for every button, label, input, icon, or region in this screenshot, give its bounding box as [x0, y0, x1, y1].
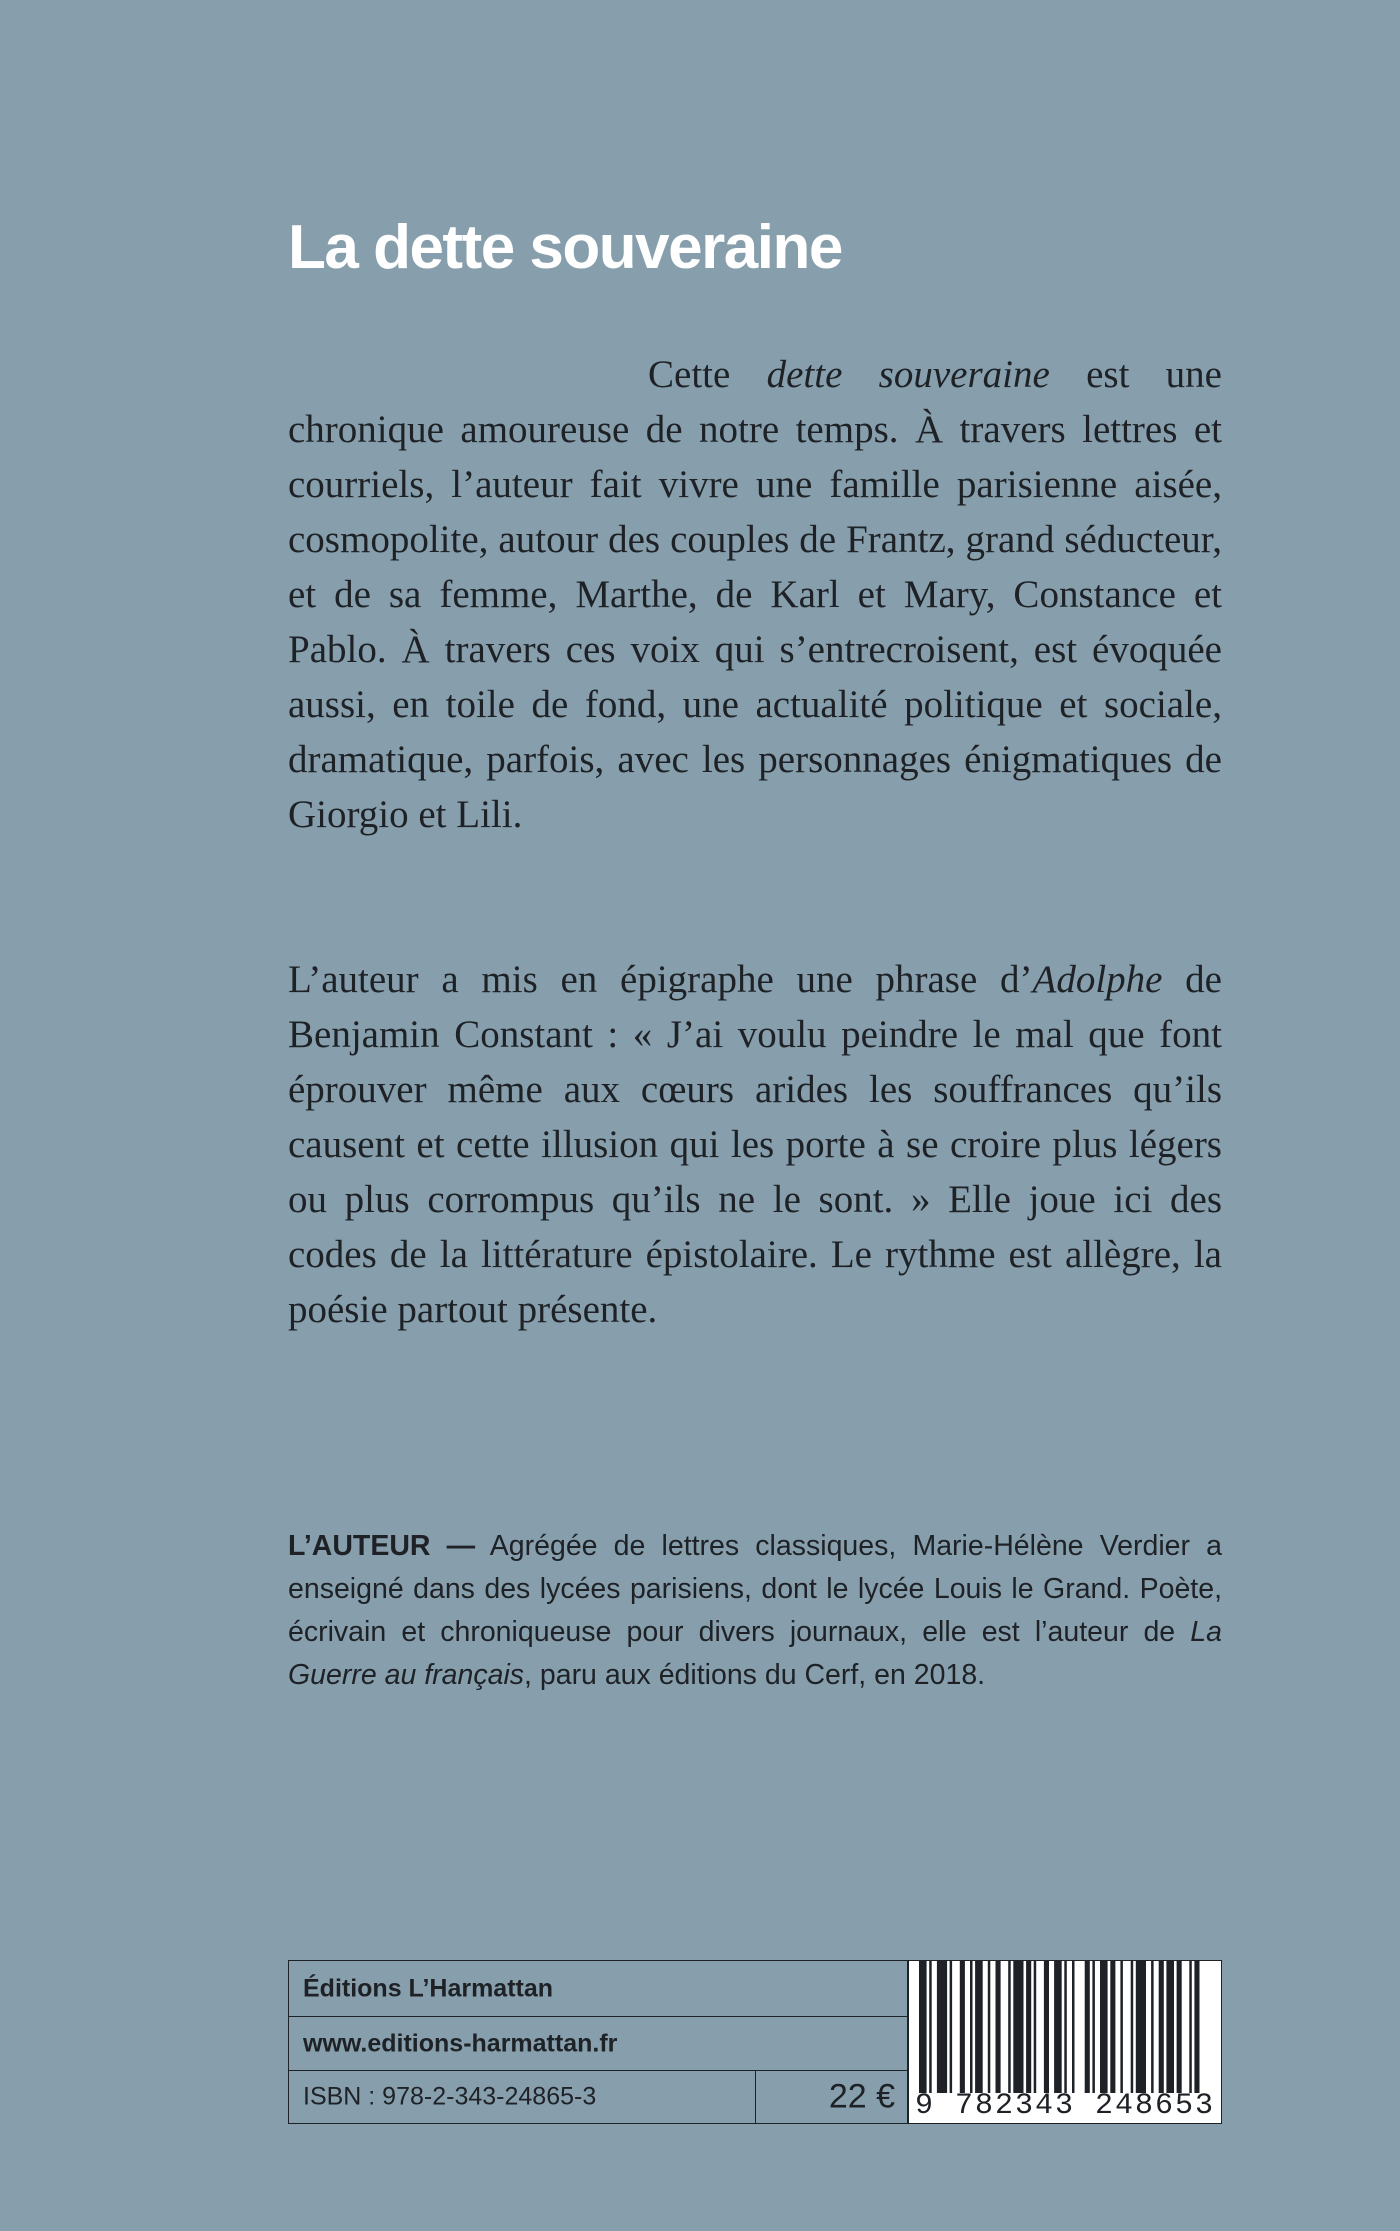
publisher-website: www.editions-harmattan.fr: [303, 2029, 618, 2057]
barcode-bar: [1034, 1961, 1037, 2093]
isbn: ISBN : 978-2-343-24865-3: [303, 2082, 597, 2111]
barcode-bar: [950, 1961, 953, 2093]
barcode-bar: [988, 1961, 991, 2093]
publisher-name: Éditions L’Harmattan: [303, 1974, 554, 2002]
barcode-bar: [996, 1961, 1001, 2093]
barcode-bar: [960, 1961, 965, 2093]
barcode-bar: [1054, 1961, 1062, 2093]
barcode-bar: [1166, 1961, 1174, 2093]
price-divider: [755, 2071, 756, 2123]
barcode-bar: [975, 1961, 983, 2093]
barcode: [908, 1960, 1222, 2124]
barcode-bar: [1072, 1961, 1075, 2093]
author-text-lead: Agrégée de lettres classiques, Marie-Hélène Verdier a enseigné dans des lycées parisiens, dont le lycée Louis le Grand. Poète, écrivain et chroniqueuse pour divers journaux, elle est l’auteur de: [288, 1530, 1223, 1648]
isbn-row: [289, 2071, 907, 2123]
barcode-bar: [1092, 1961, 1095, 2093]
barcode-bar: [1159, 1961, 1164, 2093]
author-label: L’AUTEUR —: [288, 1530, 476, 1562]
barcode-bar: [1110, 1961, 1115, 2093]
barcode-bar: [919, 1961, 927, 2093]
barcode-bar: [1064, 1961, 1067, 2093]
barcode-bar: [970, 1961, 973, 2093]
blurb-p1-lead: Cette: [648, 353, 767, 396]
blurb-p1-rest: est une chronique amoureuse de notre temps. À travers lettres et courriels, l’auteur fait vivre une famille parisienne aisée, cosmopolite, autour des couples de Frantz, grand séducteur, et de sa femme, Marthe, de Karl et Mary, Constance et Pablo. À travers ces voix qui s’entrecroisent, est évoquée aussi, en toile de fond, une actualité politique et sociale, dramatique, parfois, avec les personnages énigmatiques de Giorgio et Lili.: [288, 353, 1222, 836]
blurb-p2-lead: L’auteur a mis en épigraphe une phrase d’: [288, 958, 1033, 1001]
barcode-bar: [1013, 1961, 1023, 2093]
barcode-digits: 9 782343 248653: [914, 2089, 1216, 2123]
barcode-bar: [1151, 1961, 1154, 2093]
barcode-bar: [1177, 1961, 1182, 2093]
barcode-bar: [1120, 1961, 1123, 2093]
author-bio: [288, 1525, 1222, 1697]
barcode-bar: [1085, 1961, 1090, 2093]
book-title: La dette souveraine: [288, 213, 842, 282]
barcode-bar: [1194, 1961, 1199, 2093]
barcode-bar: [1008, 1961, 1011, 2093]
publisher-info-box: [288, 1960, 908, 2124]
barcode-bar: [929, 1961, 932, 2093]
author-text-italic: La Guerre au français: [288, 1616, 1222, 1691]
blurb-p2-italic: Adolphe: [1032, 958, 1163, 1001]
price: 22 €: [828, 2077, 895, 2116]
blurb-paragraph-2: [288, 952, 1222, 1337]
blurb-p1-italic: dette souveraine: [766, 353, 1050, 396]
barcode-bar: [1100, 1961, 1108, 2093]
barcode-bar: [1044, 1961, 1049, 2093]
author-text-rest: , paru aux éditions du Cerf, en 2018.: [524, 1659, 986, 1691]
barcode-bar: [1131, 1961, 1134, 2093]
barcode-bar: [1026, 1961, 1031, 2093]
website-row: [289, 2017, 907, 2071]
publisher-row: [289, 1961, 907, 2017]
blurb-paragraph-1: [288, 347, 1222, 842]
barcode-bar: [1189, 1961, 1192, 2093]
blurb-p2-rest: de Benjamin Constant : « J’ai voulu peindre le mal que font éprouver même aux cœurs arides les souffrances qu’ils causent et cette illusion qui les porte à se croire plus légers ou plus corrompus qu’ils ne le sont. » Elle joue ici des codes de la littérature épistolaire. Le rythme est allègre, la poésie partout présente.: [288, 958, 1222, 1331]
barcode-bar: [937, 1961, 947, 2093]
barcode-bar: [1136, 1961, 1146, 2093]
